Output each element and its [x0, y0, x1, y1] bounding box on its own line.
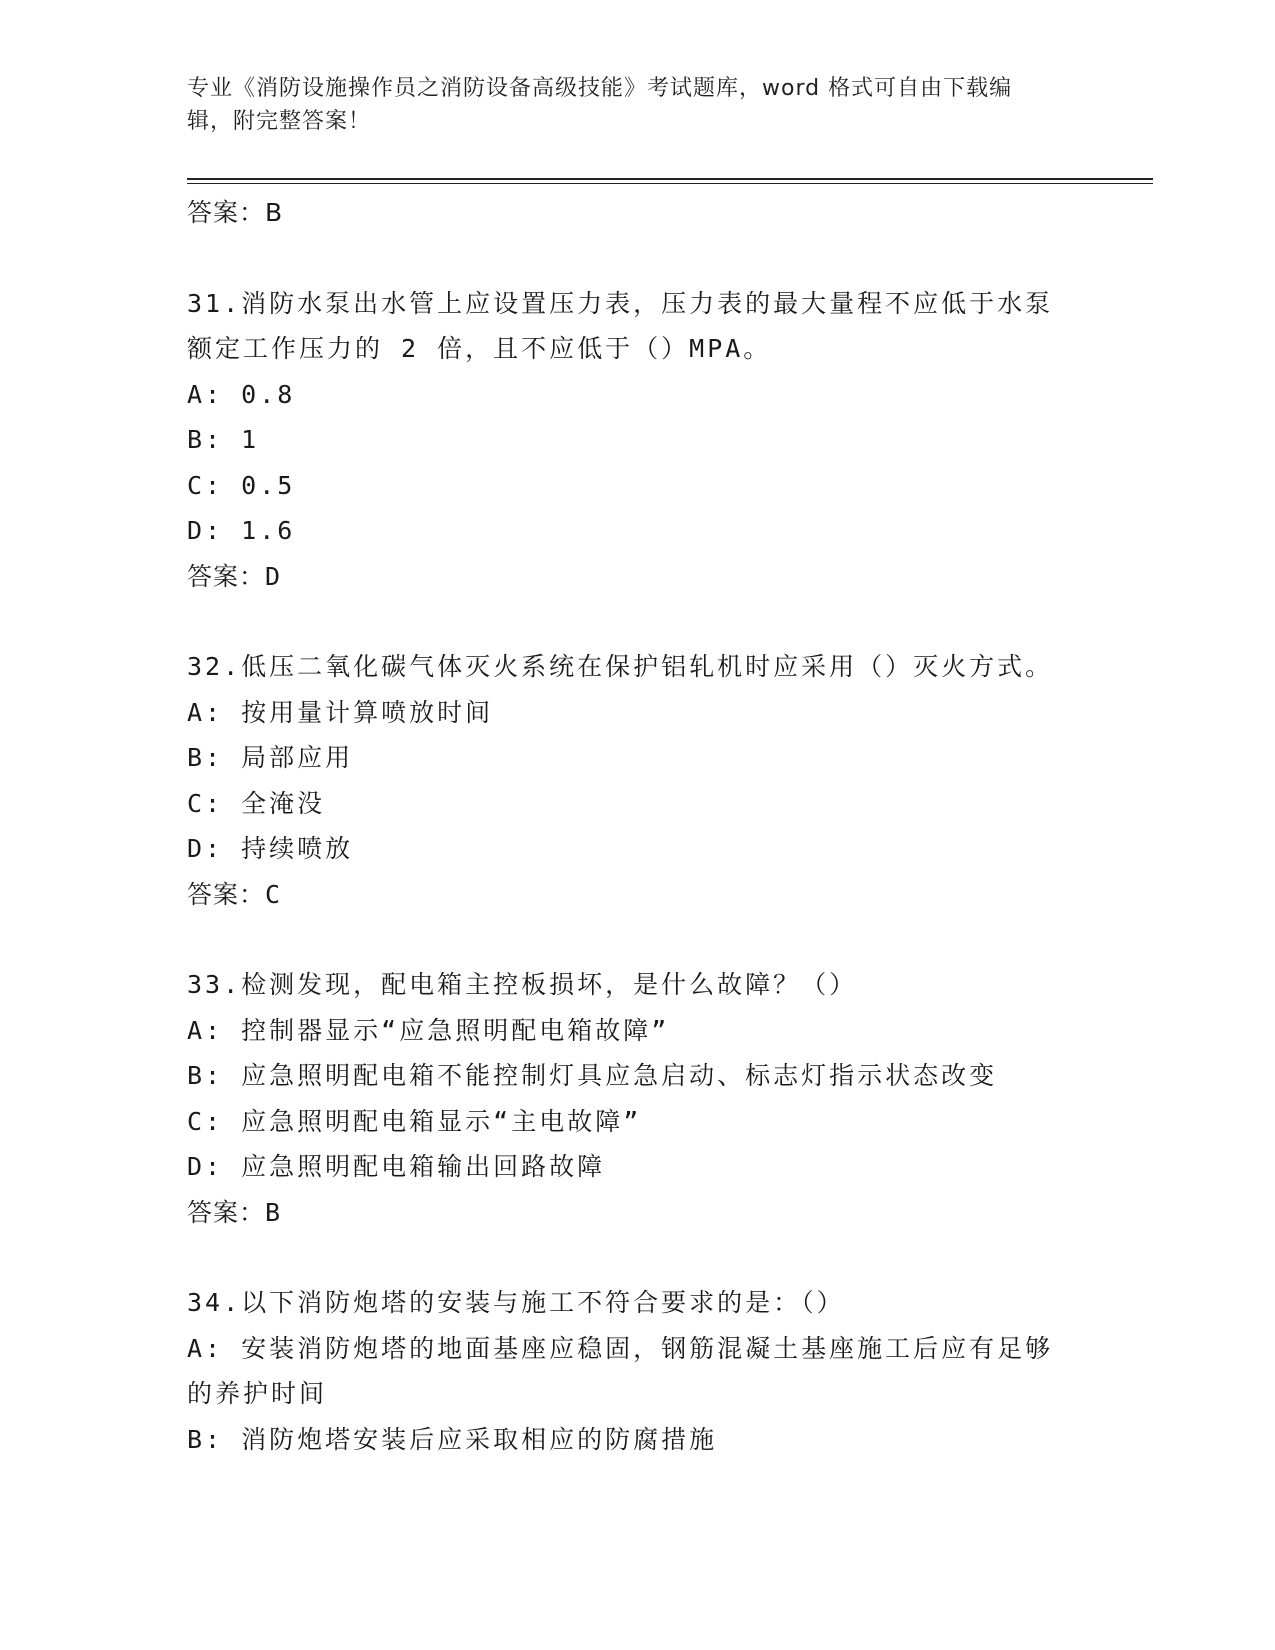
option-b: B: 局部应用	[187, 743, 354, 772]
question-stem: 33.检测发现，配电箱主控板损坏，是什么故障？（）	[187, 970, 858, 999]
question-31	[187, 281, 1067, 600]
spacer	[187, 599, 1067, 644]
question-stem: 额定工作压力的 2 倍，且不应低于（）MPA。	[187, 334, 772, 363]
option-c: C: 全淹没	[187, 788, 326, 818]
spacer	[187, 1235, 1067, 1280]
option-c: C: 应急照明配电箱显示“主电故障”	[187, 1106, 642, 1136]
option-d: D: 1.6	[187, 516, 296, 545]
option-a: A: 控制器显示“应急照明配电箱故障”	[187, 1015, 670, 1045]
option-a: A: 0.8	[187, 379, 296, 409]
header-divider-thin	[187, 183, 1153, 184]
option-b: B: 消防炮塔安装后应采取相应的防腐措施	[187, 1424, 718, 1454]
question-stem: 32.低压二氧化碳气体灭火系统在保护铝轧机时应采用（）灭火方式。	[187, 652, 1054, 681]
option-c: C: 0.5	[187, 470, 296, 500]
spacer	[187, 917, 1067, 962]
page-header	[187, 72, 1067, 138]
option-a-continued: 的养护时间	[187, 1379, 328, 1408]
header-divider-thick	[187, 178, 1153, 180]
option-d: D: 应急照明配电箱输出回路故障	[187, 1152, 606, 1181]
question-stem: 31.消防水泵出水管上应设置压力表，压力表的最大量程不应低于水泵	[187, 288, 1054, 318]
option-d: D: 持续喷放	[187, 834, 354, 863]
option-b: B: 应急照明配电箱不能控制灯具应急启动、标志灯指示状态改变	[187, 1061, 998, 1090]
question-stem: 34.以下消防炮塔的安装与施工不符合要求的是：（）	[187, 1288, 845, 1317]
answer-line: 答案：D	[187, 561, 282, 591]
answer-line: 答案：B	[187, 1197, 282, 1227]
header-line-2: 辑，附完整答案！	[187, 109, 372, 134]
header-line-1: 专业《消防设施操作员之消防设备高级技能》考试题库，word 格式可自由下载编	[187, 76, 1013, 101]
option-b: B: 1	[187, 425, 260, 454]
answer-line: 答案：C	[187, 879, 282, 909]
question-32	[187, 644, 1067, 917]
option-a: A: 按用量计算喷放时间	[187, 697, 494, 727]
question-34	[187, 1280, 1067, 1462]
option-a: A: 安装消防炮塔的地面基座应稳固，钢筋混凝土基座施工后应有足够	[187, 1333, 1054, 1363]
question-33	[187, 962, 1067, 1235]
question-list	[187, 190, 1067, 1462]
spacer	[187, 236, 1067, 281]
answer-line: 答案：B	[187, 198, 284, 227]
